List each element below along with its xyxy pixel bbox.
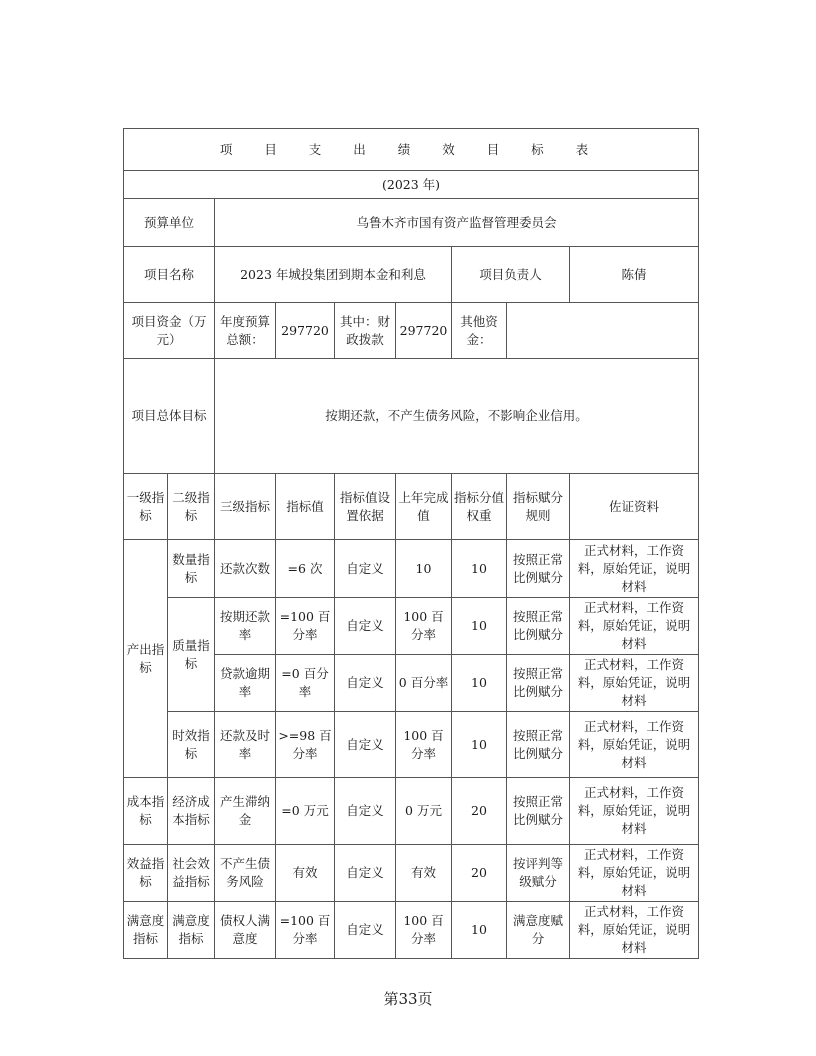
budget-unit-value: 乌鲁木齐市国有资产监督管理委员会 xyxy=(215,199,699,247)
level3-cell: 产生滞纳金 xyxy=(215,778,276,845)
value-cell: =6 次 xyxy=(276,540,335,598)
last-year-cell: 100 百分率 xyxy=(396,598,452,655)
rule-cell: 按照正常比例赋分 xyxy=(507,712,570,778)
project-name-value: 2023 年城投集团到期本金和利息 xyxy=(215,247,452,303)
evidence-cell: 正式材料，工作资料，原始凭证，说明材料 xyxy=(570,902,699,959)
evidence-cell: 正式材料，工作资料，原始凭证，说明材料 xyxy=(570,655,699,712)
table-year: (2023 年) xyxy=(124,171,699,199)
weight-cell: 20 xyxy=(452,845,507,902)
rule-cell: 满意度赋分 xyxy=(507,902,570,959)
level3-cell: 按期还款率 xyxy=(215,598,276,655)
basis-cell: 自定义 xyxy=(335,540,396,598)
level3-cell: 不产生债务风险 xyxy=(215,845,276,902)
weight-cell: 10 xyxy=(452,598,507,655)
last-year-cell: 有效 xyxy=(396,845,452,902)
overall-goal-label: 项目总体目标 xyxy=(124,359,215,474)
weight-cell: 20 xyxy=(452,778,507,845)
evidence-cell: 正式材料，工作资料，原始凭证，说明材料 xyxy=(570,845,699,902)
value-cell: 有效 xyxy=(276,845,335,902)
rule-cell: 按照正常比例赋分 xyxy=(507,655,570,712)
project-name-label: 项目名称 xyxy=(124,247,215,303)
level2-timeliness: 时效指标 xyxy=(168,712,215,778)
level3-cell: 债权人满意度 xyxy=(215,902,276,959)
header-cell: 上年完成值 xyxy=(396,474,452,540)
table-row xyxy=(124,540,699,598)
level3-cell: 还款及时率 xyxy=(215,712,276,778)
table-row xyxy=(124,845,699,902)
basis-cell: 自定义 xyxy=(335,712,396,778)
evidence-cell: 正式材料，工作资料，原始凭证，说明材料 xyxy=(570,778,699,845)
value-cell: =100 百分率 xyxy=(276,598,335,655)
value-cell: =0 百分率 xyxy=(276,655,335,712)
level2-social-benefit: 社会效益指标 xyxy=(168,845,215,902)
project-leader-label: 项目负责人 xyxy=(452,247,570,303)
header-cell: 指标赋分规则 xyxy=(507,474,570,540)
annual-budget-value: 297720 xyxy=(276,303,335,359)
header-cell: 指标分值权重 xyxy=(452,474,507,540)
evidence-cell: 正式材料，工作资料，原始凭证，说明材料 xyxy=(570,540,699,598)
header-cell: 指标值 xyxy=(276,474,335,540)
last-year-cell: 10 xyxy=(396,540,452,598)
rule-cell: 按照正常比例赋分 xyxy=(507,540,570,598)
table-row xyxy=(124,712,699,778)
table-row xyxy=(124,778,699,845)
level3-cell: 还款次数 xyxy=(215,540,276,598)
level1-satisfaction: 满意度指标 xyxy=(124,902,168,959)
last-year-cell: 0 百分率 xyxy=(396,655,452,712)
header-cell: 一级指标 xyxy=(124,474,168,540)
rule-cell: 按评判等级赋分 xyxy=(507,845,570,902)
table-row xyxy=(124,598,699,655)
last-year-cell: 100 百分率 xyxy=(396,712,452,778)
basis-cell: 自定义 xyxy=(335,845,396,902)
evidence-cell: 正式材料，工作资料，原始凭证，说明材料 xyxy=(570,598,699,655)
level2-satisfaction: 满意度指标 xyxy=(168,902,215,959)
basis-cell: 自定义 xyxy=(335,598,396,655)
level2-quantity: 数量指标 xyxy=(168,540,215,598)
basis-cell: 自定义 xyxy=(335,778,396,845)
header-cell: 指标值设置依据 xyxy=(335,474,396,540)
level1-cost: 成本指标 xyxy=(124,778,168,845)
value-cell: =0 万元 xyxy=(276,778,335,845)
basis-cell: 自定义 xyxy=(335,902,396,959)
level1-output: 产出指标 xyxy=(124,540,168,778)
table-row xyxy=(124,902,699,959)
project-leader-value: 陈倩 xyxy=(570,247,699,303)
basis-cell: 自定义 xyxy=(335,655,396,712)
annual-budget-label: 年度预算总额： xyxy=(215,303,276,359)
budget-unit-label: 预算单位 xyxy=(124,199,215,247)
level2-quality: 质量指标 xyxy=(168,598,215,712)
header-cell: 二级指标 xyxy=(168,474,215,540)
level1-benefit: 效益指标 xyxy=(124,845,168,902)
weight-cell: 10 xyxy=(452,540,507,598)
table-title: 项 目 支 出 绩 效 目 标 表 xyxy=(124,129,699,171)
header-row xyxy=(124,474,699,540)
value-cell: =100 百分率 xyxy=(276,902,335,959)
evidence-cell: 正式材料，工作资料，原始凭证，说明材料 xyxy=(570,712,699,778)
other-funds-label: 其他资金： xyxy=(452,303,507,359)
weight-cell: 10 xyxy=(452,655,507,712)
overall-goal-value: 按期还款，不产生债务风险，不影响企业信用。 xyxy=(215,359,699,474)
header-cell: 三级指标 xyxy=(215,474,276,540)
value-cell: >=98 百分率 xyxy=(276,712,335,778)
performance-goal-table xyxy=(123,128,699,959)
fiscal-allocation-value: 297720 xyxy=(396,303,452,359)
weight-cell: 10 xyxy=(452,902,507,959)
project-funds-label: 项目资金（万元） xyxy=(124,303,215,359)
page-number: 第33页 xyxy=(383,990,433,1008)
last-year-cell: 100 百分率 xyxy=(396,902,452,959)
last-year-cell: 0 万元 xyxy=(396,778,452,845)
rule-cell: 按照正常比例赋分 xyxy=(507,598,570,655)
header-cell: 佐证资料 xyxy=(570,474,699,540)
level2-economic-cost: 经济成本指标 xyxy=(168,778,215,845)
fiscal-allocation-label: 其中：财政拨款 xyxy=(335,303,396,359)
weight-cell: 10 xyxy=(452,712,507,778)
other-funds-value xyxy=(507,303,699,359)
level3-cell: 贷款逾期率 xyxy=(215,655,276,712)
rule-cell: 按照正常比例赋分 xyxy=(507,778,570,845)
